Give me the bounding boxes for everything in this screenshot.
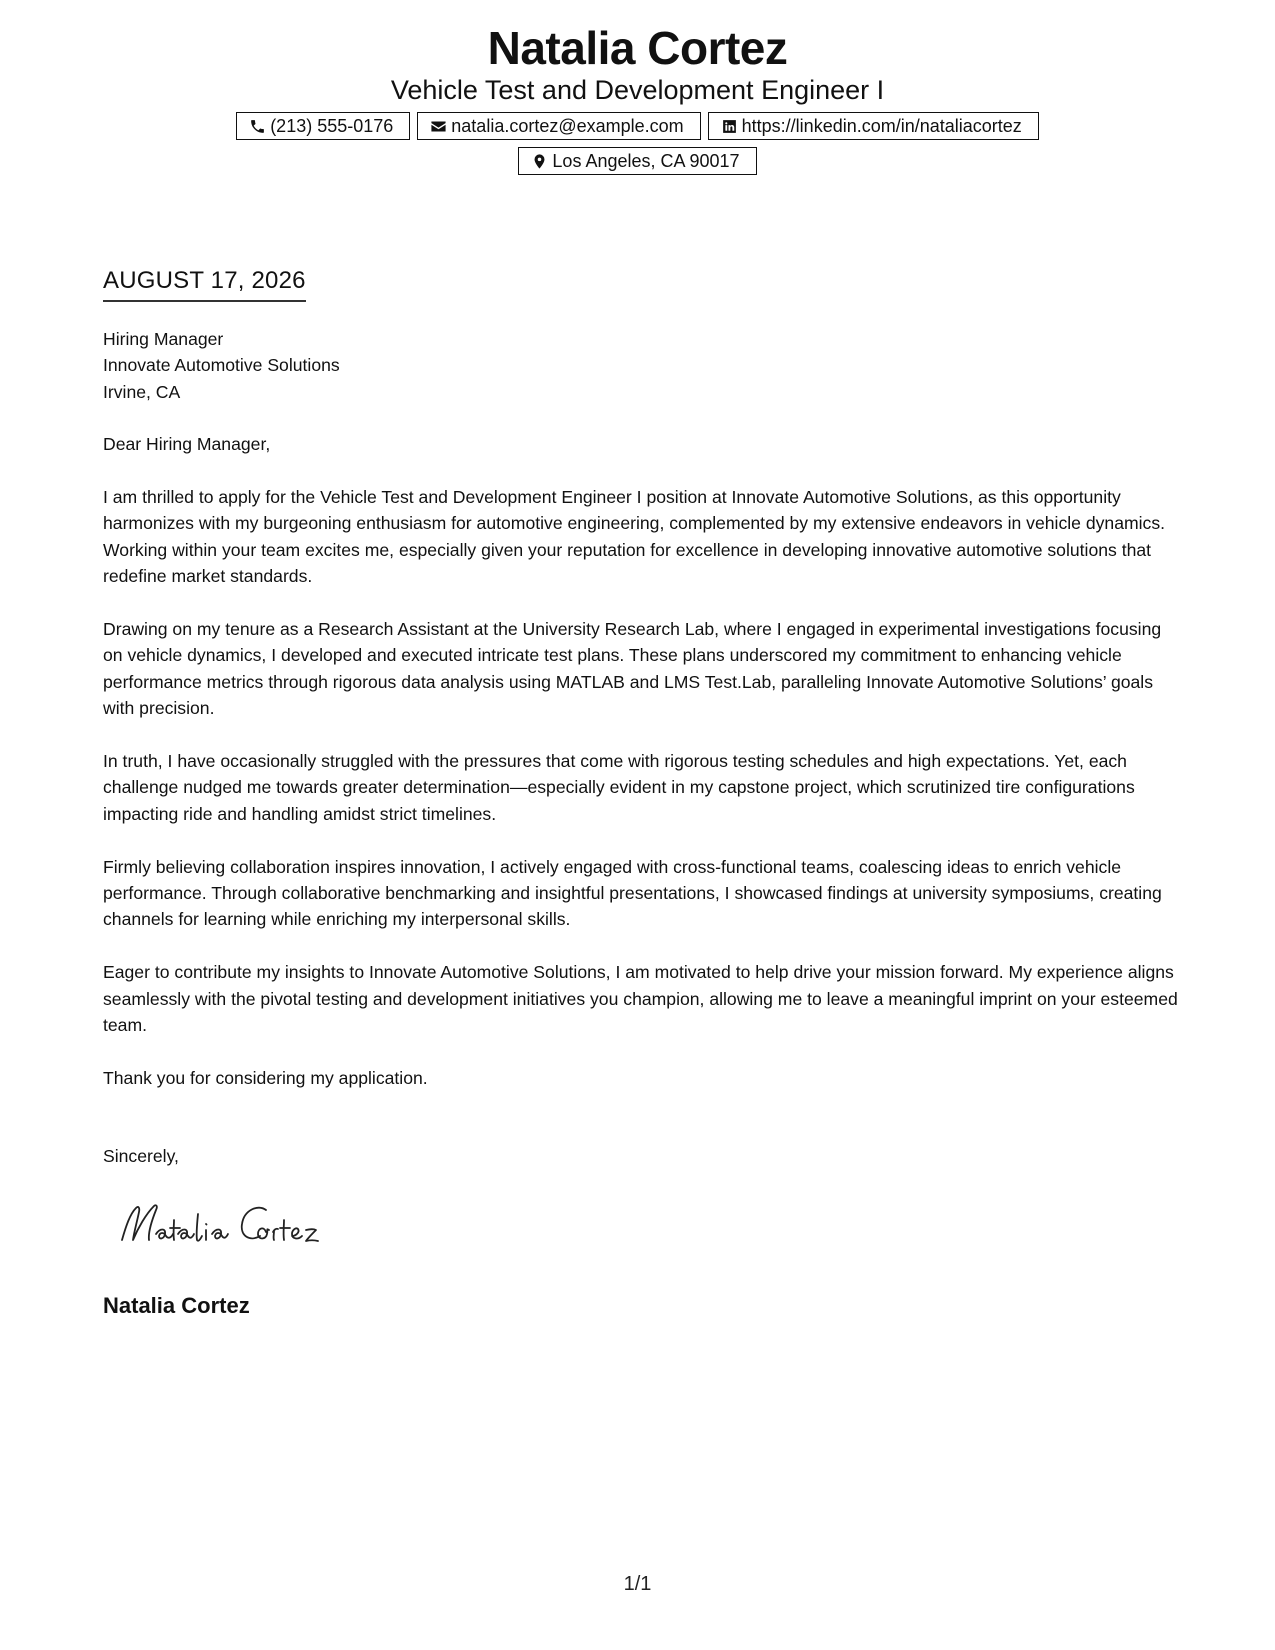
paragraph: Eager to contribute my insights to Innovate Automotive Solutions, I am motivated to help drive your mission forward. My experience aligns seamlessly with the pivotal testing and development initiatives you champion, allowing me to leave a meaningful imprint on your esteemed team. xyxy=(103,962,1178,1036)
linkedin-text: https://linkedin.com/in/nataliacortez xyxy=(741,116,1022,136)
phone-contact xyxy=(236,112,410,140)
location-contact xyxy=(518,147,756,175)
phone-text: (213) 555-0176 xyxy=(270,116,394,136)
recipient-company: Innovate Automotive Solutions xyxy=(103,355,340,376)
recipient-location: Irvine, CA xyxy=(103,381,181,402)
closing: Sincerely, xyxy=(103,1146,179,1167)
envelope-icon xyxy=(430,118,447,135)
letter-date: AUGUST 17, 2026 xyxy=(103,266,306,302)
email-contact xyxy=(417,112,700,140)
location-row xyxy=(0,147,1275,175)
phone-icon xyxy=(249,118,266,135)
applicant-name: Natalia Cortez xyxy=(487,22,788,74)
recipient-block xyxy=(103,326,1183,405)
linkedin-contact xyxy=(708,112,1039,140)
signer-name: Natalia Cortez xyxy=(103,1293,250,1318)
letter-body xyxy=(103,326,1183,1170)
paragraph: In truth, I have occasionally struggled with the pressures that come with rigorous testing schedules and high expectations. Yet, each challenge nudged me towards greater determination—especially evident in my capstone project, which scrutinized tire configurations impacting ride and handling amidst strict timelines. xyxy=(103,751,1135,824)
email-text: natalia.cortez@example.com xyxy=(451,116,684,136)
recipient-name: Hiring Manager xyxy=(103,329,224,349)
contact-row xyxy=(0,112,1275,140)
linkedin-icon xyxy=(721,118,738,135)
handwritten-signature xyxy=(116,1196,356,1256)
map-pin-icon xyxy=(531,153,548,170)
salutation: Dear Hiring Manager, xyxy=(103,434,271,455)
location-text: Los Angeles, CA 90017 xyxy=(552,151,740,171)
paragraph: Drawing on my tenure as a Research Assistant at the University Research Lab, where I engaged in experimental investigations focusing on vehicle dynamics, I developed and executed intricate test plans. These plans underscored my commitment to enhancing vehicle performance metrics through rigorous data analysis using MATLAB and LMS Test.Lab, paralleling Innovate Automotive Solutions’ goals with precision. xyxy=(103,619,1162,719)
applicant-job-title: Vehicle Test and Development Engineer I xyxy=(390,75,885,105)
letter-header xyxy=(0,22,1275,175)
thank-you-line: Thank you for considering my application. xyxy=(103,1067,428,1088)
paragraph: Firmly believing collaboration inspires innovation, I actively engaged with cross-functional teams, coalescing ideas to enrich vehicle performance. Through collaborative benchmarking and insightful presentations, I showcased findings at university symposiums, creating channels for learning while enriching my interpersonal skills. xyxy=(103,856,1162,930)
page-number: 1/1 xyxy=(623,1573,652,1595)
paragraph: I am thrilled to apply for the Vehicle Test and Development Engineer I position at Innovate Automotive Solutions, as this opportunity harmonizes with my burgeoning enthusiasm for automotive engineering, complemented by my extensive endeavors in vehicle dynamics. Working within your team excites me, especially given your reputation for excellence in developing innovative automotive solutions that redefine market standards. xyxy=(103,487,1166,587)
